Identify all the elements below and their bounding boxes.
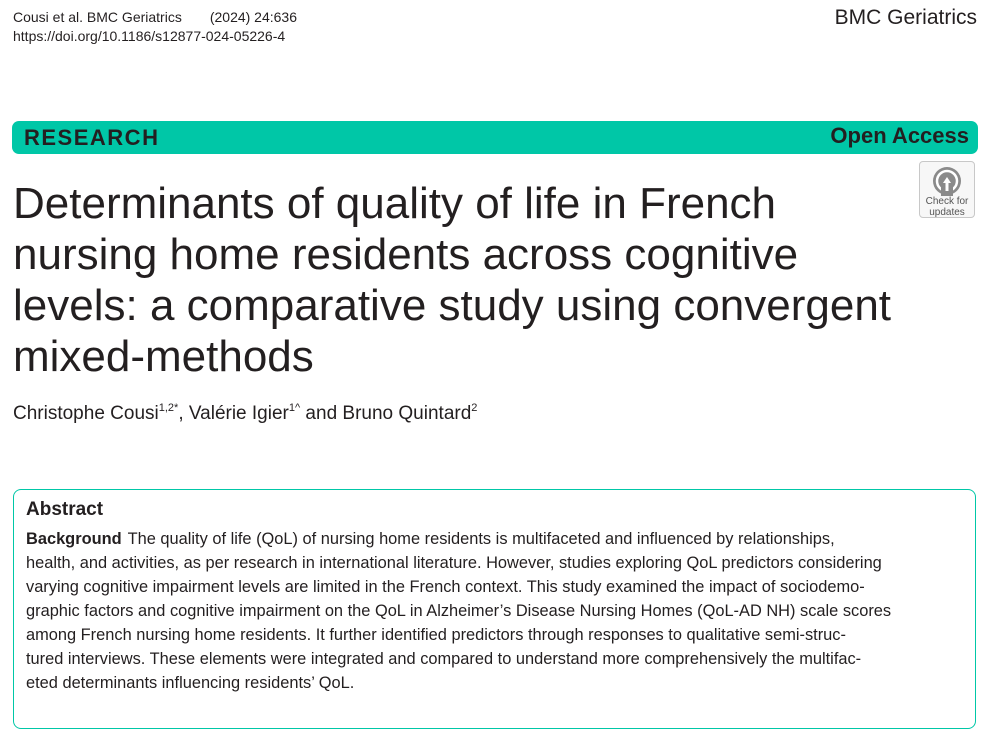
open-access-label: Open Access <box>830 123 969 148</box>
abstract-line: varying cognitive impairment levels are limited in the French context. This study examined the impact of sociodemo- <box>26 578 865 596</box>
abstract-line: tured interviews. These elements were integrated and compared to understand more comprehensively the multifac- <box>26 650 862 668</box>
badge-label-2: updates <box>929 207 965 218</box>
author-list <box>13 402 477 425</box>
abstract-text: The quality of life (QoL) of nursing home residents is multifaceted and influenced by relationships, <box>127 530 835 548</box>
abstract-line <box>26 527 961 551</box>
badge-label-1: Check for <box>925 196 969 207</box>
article-type-label: RESEARCH <box>24 125 160 150</box>
abstract-line: eted determinants influencing residents’ QoL. <box>26 674 355 692</box>
author-name[interactable]: Christophe Cousi <box>13 403 159 424</box>
title-line: nursing home residents across cognitive <box>13 230 799 279</box>
abstract-line: graphic factors and cognitive impairment on the QoL in Alzheimer’s Disease Nursing Homes (QoL-AD NH) scale scores <box>26 602 892 620</box>
abstract-line: among French nursing home residents. It further identified predictors through responses to qualitative semi-struc- <box>26 626 846 644</box>
author-name[interactable]: Bruno Quintard <box>342 403 472 424</box>
article-header-meta <box>13 8 297 46</box>
author-name[interactable]: Valérie Igier <box>188 403 289 424</box>
citation: (2024) 24:636 <box>209 9 298 25</box>
abstract-box <box>13 489 976 729</box>
author-separator: , <box>178 403 189 424</box>
check-for-updates-icon <box>932 166 962 196</box>
article-title <box>13 178 913 382</box>
journal-name: BMC Geriatrics <box>834 6 977 29</box>
author-affiliation[interactable]: 1^ <box>288 402 301 414</box>
author-affiliation[interactable]: 2 <box>471 402 478 414</box>
abstract-heading: Abstract <box>26 499 104 520</box>
title-line: Determinants of quality of life in French <box>13 179 777 228</box>
title-line: levels: a comparative study using convergent <box>13 281 892 330</box>
doi-link[interactable]: https://doi.org/10.1186/s12877-024-05226-4 <box>13 28 286 44</box>
abstract-line: health, and activities, as per research in international literature. However, studies exploring QoL predictors considering <box>26 554 882 572</box>
article-type-banner <box>12 121 978 154</box>
check-for-updates-button[interactable] <box>919 161 975 218</box>
author-separator: and <box>300 403 343 424</box>
author-affiliation[interactable]: 1,2* <box>158 402 179 414</box>
background-label: Background <box>26 530 122 548</box>
author-journal: Cousi et al. BMC Geriatrics <box>13 9 182 25</box>
abstract-background <box>26 527 961 695</box>
title-line: mixed-methods <box>13 332 314 381</box>
